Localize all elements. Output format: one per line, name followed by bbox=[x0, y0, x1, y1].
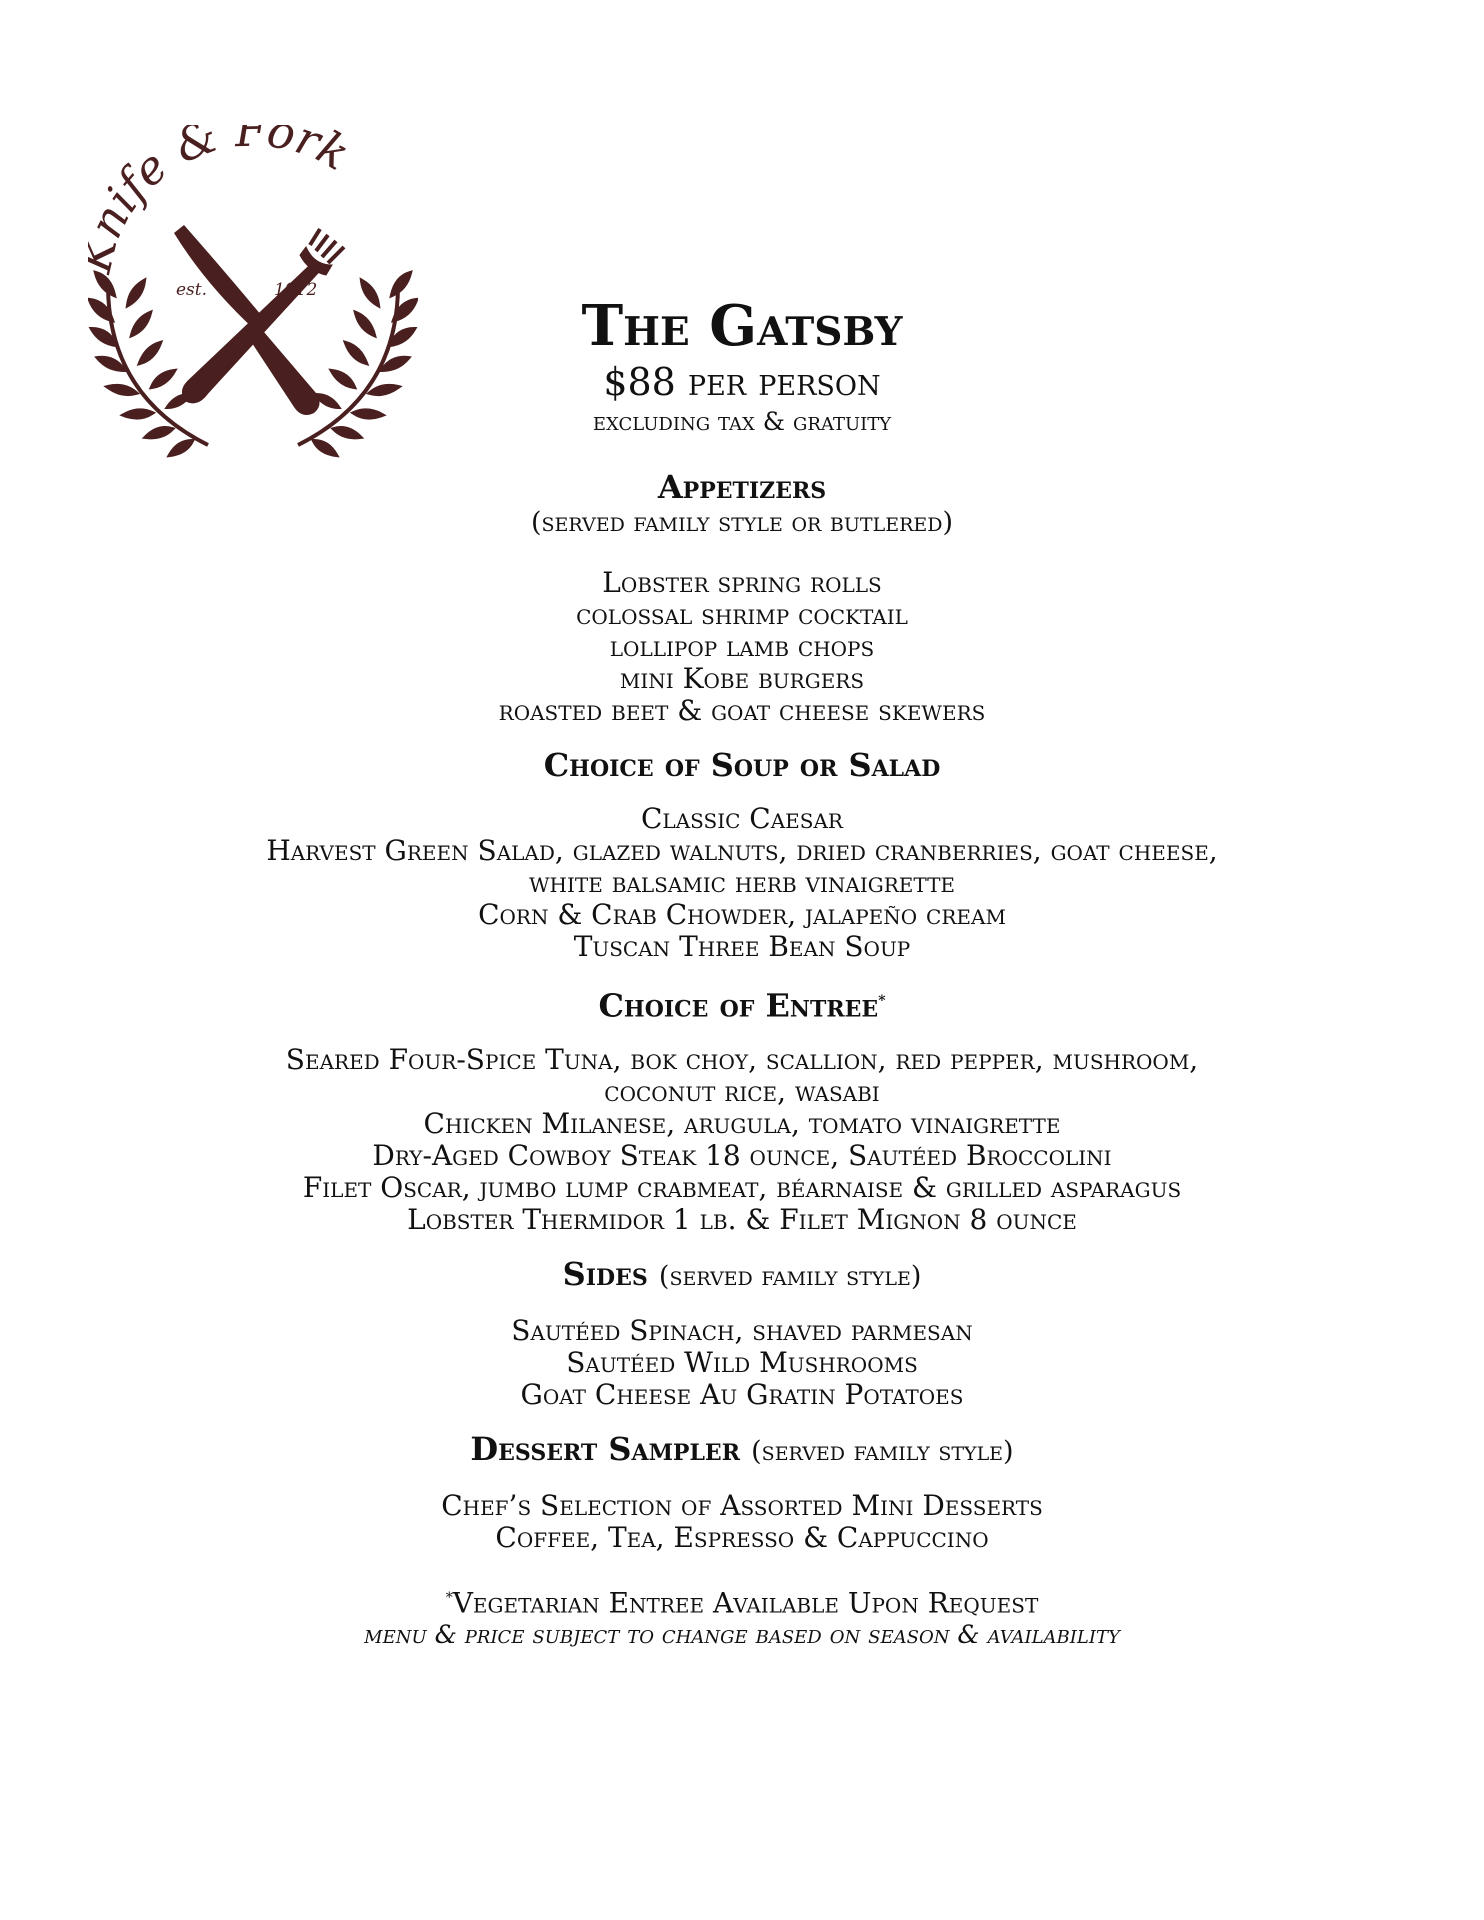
list-item: Coffee, Tea, Espresso & Cappuccino bbox=[495, 1520, 989, 1554]
list-item: coconut rice, wasabi bbox=[604, 1074, 880, 1108]
list-item: white balsamic herb vinaigrette bbox=[528, 866, 956, 899]
vegetarian-marker: * bbox=[445, 1589, 453, 1606]
dessert-heading-text: Dessert Sampler bbox=[470, 1429, 740, 1468]
soup-salad-heading: Choice of Soup or Salad bbox=[543, 746, 941, 784]
list-item: Chicken Milanese, arugula, tomato vinaigrette bbox=[423, 1106, 1061, 1140]
list-item: Dry-Aged Cowboy Steak 18 ounce, Sautéed Broccolini bbox=[372, 1138, 1112, 1172]
menu-content bbox=[0, 293, 1484, 1651]
list-item: Sautéed Spinach, shaved parmesan bbox=[511, 1313, 973, 1347]
list-item: Classic Caesar bbox=[641, 802, 843, 835]
appetizers-subheading: (served family style or butlered) bbox=[530, 507, 954, 538]
list-item: mini Kobe burgers bbox=[619, 662, 865, 695]
list-item: Corn & Crab Chowder, jalapeño cream bbox=[478, 898, 1006, 931]
sides-heading-text: Sides bbox=[562, 1254, 648, 1293]
list-item: Lobster spring rolls bbox=[602, 566, 882, 599]
logo-est: est. bbox=[176, 280, 208, 300]
list-item: Tuscan Three Bean Soup bbox=[573, 930, 911, 963]
list-item: Sautéed Wild Mushrooms bbox=[566, 1345, 918, 1379]
vegetarian-note-text: Vegetarian Entree Available Upon Request bbox=[452, 1585, 1039, 1619]
logo-year: 1912 bbox=[274, 280, 318, 300]
list-item: Seared Four-Spice Tuna, bok choy, scallion, red pepper, mushroom, bbox=[285, 1042, 1199, 1076]
list-item: Filet Oscar, jumbo lump crabmeat, béarnaise & grilled asparagus bbox=[302, 1170, 1182, 1204]
sides-heading bbox=[0, 1254, 1484, 1297]
entree-heading-text: Choice of Entree bbox=[598, 986, 879, 1025]
vegetarian-note bbox=[0, 1582, 1484, 1619]
list-item: lollipop lamb chops bbox=[609, 630, 875, 663]
entree-marker: * bbox=[878, 993, 886, 1009]
list-item: Goat Cheese Au Gratin Potatoes bbox=[520, 1377, 964, 1411]
price-per-person: $88 per person bbox=[603, 360, 881, 404]
list-item: Lobster Thermidor 1 lb. & Filet Mignon 8 ounce bbox=[407, 1202, 1077, 1236]
disclaimer: menu & price subject to change based on season & availability bbox=[364, 1619, 1120, 1649]
list-item: roasted beet & goat cheese skewers bbox=[498, 694, 986, 727]
entree-heading bbox=[0, 981, 1484, 1026]
appetizers-heading: Appetizers bbox=[657, 468, 827, 506]
list-item: Harvest Green Salad, glazed walnuts, dried cranberries, goat cheese, bbox=[266, 834, 1218, 867]
list-item: colossal shrimp cocktail bbox=[576, 598, 908, 631]
menu-title: The Gatsby bbox=[581, 293, 903, 359]
dessert-subheading: (served family style) bbox=[751, 1435, 1014, 1467]
price-note: excluding tax & gratuity bbox=[592, 407, 892, 436]
list-item: Chef’s Selection of Assorted Mini Desserts bbox=[441, 1488, 1043, 1522]
sides-subheading: (served family style) bbox=[658, 1260, 922, 1292]
logo-wordmark: ife & Fork bbox=[94, 125, 359, 221]
dessert-heading bbox=[0, 1429, 1484, 1472]
